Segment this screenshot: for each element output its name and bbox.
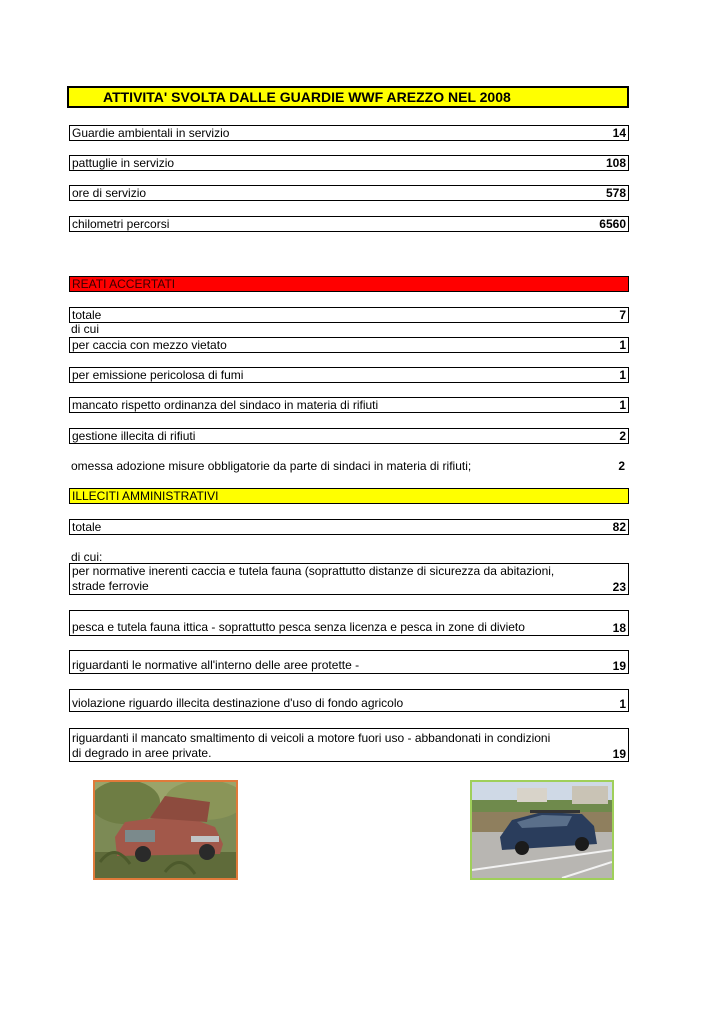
- stat-value: 6560: [599, 217, 626, 231]
- reati-item-value: 1: [619, 368, 626, 382]
- stat-row-ore: [69, 185, 629, 201]
- reati-total-row: [69, 307, 629, 323]
- illeciti-row-pesca: [69, 610, 629, 636]
- illeciti-row-aree-protette: [69, 650, 629, 674]
- stat-value: 14: [612, 126, 626, 140]
- reati-header: REATI ACCERTATI: [69, 276, 629, 292]
- reati-total-label: totale: [72, 308, 102, 322]
- reati-di-cui: di cui: [71, 322, 100, 336]
- illeciti-total-value: 82: [612, 520, 626, 534]
- illeciti-item-value: 18: [612, 621, 626, 635]
- blue-car-image: [472, 782, 612, 878]
- abandoned-car-photo-1: [93, 780, 238, 880]
- stat-row-pattuglie: [69, 155, 629, 171]
- stat-label: ore di servizio: [72, 186, 147, 200]
- reati-row-caccia: [69, 337, 629, 353]
- reati-item-value: 1: [619, 398, 626, 412]
- page-title: ATTIVITA' SVOLTA DALLE GUARDIE WWF AREZZO NEL 2008: [67, 86, 629, 108]
- reati-item-label: mancato rispetto ordinanza del sindaco in materia di rifiuti: [72, 398, 379, 412]
- illeciti-item-line1: per normative inerenti caccia e tutela fauna (soprattutto distanze di sicurezza da abitazioni,: [72, 564, 555, 578]
- illeciti-item-label: pesca e tutela fauna ittica - soprattutto pesca senza licenza e pesca in zone di divieto: [72, 620, 525, 634]
- illeciti-total-label: totale: [72, 520, 102, 534]
- reati-item-label: gestione illecita di rifiuti: [72, 429, 196, 443]
- reati-item-label: per emissione pericolosa di fumi: [72, 368, 244, 382]
- reati-total-value: 7: [619, 308, 626, 322]
- stat-label: Guardie ambientali in servizio: [72, 126, 230, 140]
- illeciti-item-line2: di degrado in aree private.: [72, 746, 212, 760]
- illeciti-row-veicoli: [69, 728, 629, 762]
- illeciti-row-fondo-agricolo: [69, 689, 629, 712]
- rusty-car-image: [95, 782, 236, 878]
- stat-row-chilometri: [69, 216, 629, 232]
- illeciti-item-label: [72, 731, 550, 761]
- illeciti-item-line1: riguardanti il mancato smaltimento di veicoli a motore fuori uso - abbandonati in condizioni: [72, 731, 551, 745]
- reati-row-fumi: [69, 367, 629, 383]
- illeciti-item-label: riguardanti le normative all'interno delle aree protette -: [72, 658, 360, 672]
- stat-label: pattuglie in servizio: [72, 156, 175, 170]
- reati-row-rifiuti: [69, 428, 629, 444]
- stat-value: 108: [605, 156, 626, 170]
- illeciti-item-value: 23: [612, 580, 626, 594]
- reati-item-value: 1: [619, 338, 626, 352]
- reati-row-ordinanza: [69, 397, 629, 413]
- reati-omessa-label: omessa adozione misure obbligatorie da parte di sindaci in materia di rifiuti;: [71, 459, 472, 473]
- stat-value: 578: [605, 186, 626, 200]
- illeciti-row-caccia: [69, 563, 629, 595]
- abandoned-car-photo-2: [470, 780, 614, 880]
- reati-item-label: per caccia con mezzo vietato: [72, 338, 227, 352]
- reati-omessa-value: 2: [618, 459, 625, 473]
- illeciti-item-label: violazione riguardo illecita destinazione d'uso di fondo agricolo: [72, 696, 404, 710]
- reati-omessa-row: [71, 459, 627, 475]
- illeciti-di-cui: di cui:: [71, 550, 103, 564]
- illeciti-item-value: 19: [612, 747, 626, 761]
- illeciti-item-value: 19: [612, 659, 626, 673]
- illeciti-item-value: 1: [619, 697, 626, 711]
- stat-row-guardie: [69, 125, 629, 141]
- illeciti-item-label: [72, 564, 554, 594]
- reati-item-value: 2: [619, 429, 626, 443]
- illeciti-total-row: [69, 519, 629, 535]
- illeciti-header: ILLECITI AMMINISTRATIVI: [69, 488, 629, 504]
- illeciti-item-line2: strade ferrovie: [72, 579, 149, 593]
- stat-label: chilometri percorsi: [72, 217, 170, 231]
